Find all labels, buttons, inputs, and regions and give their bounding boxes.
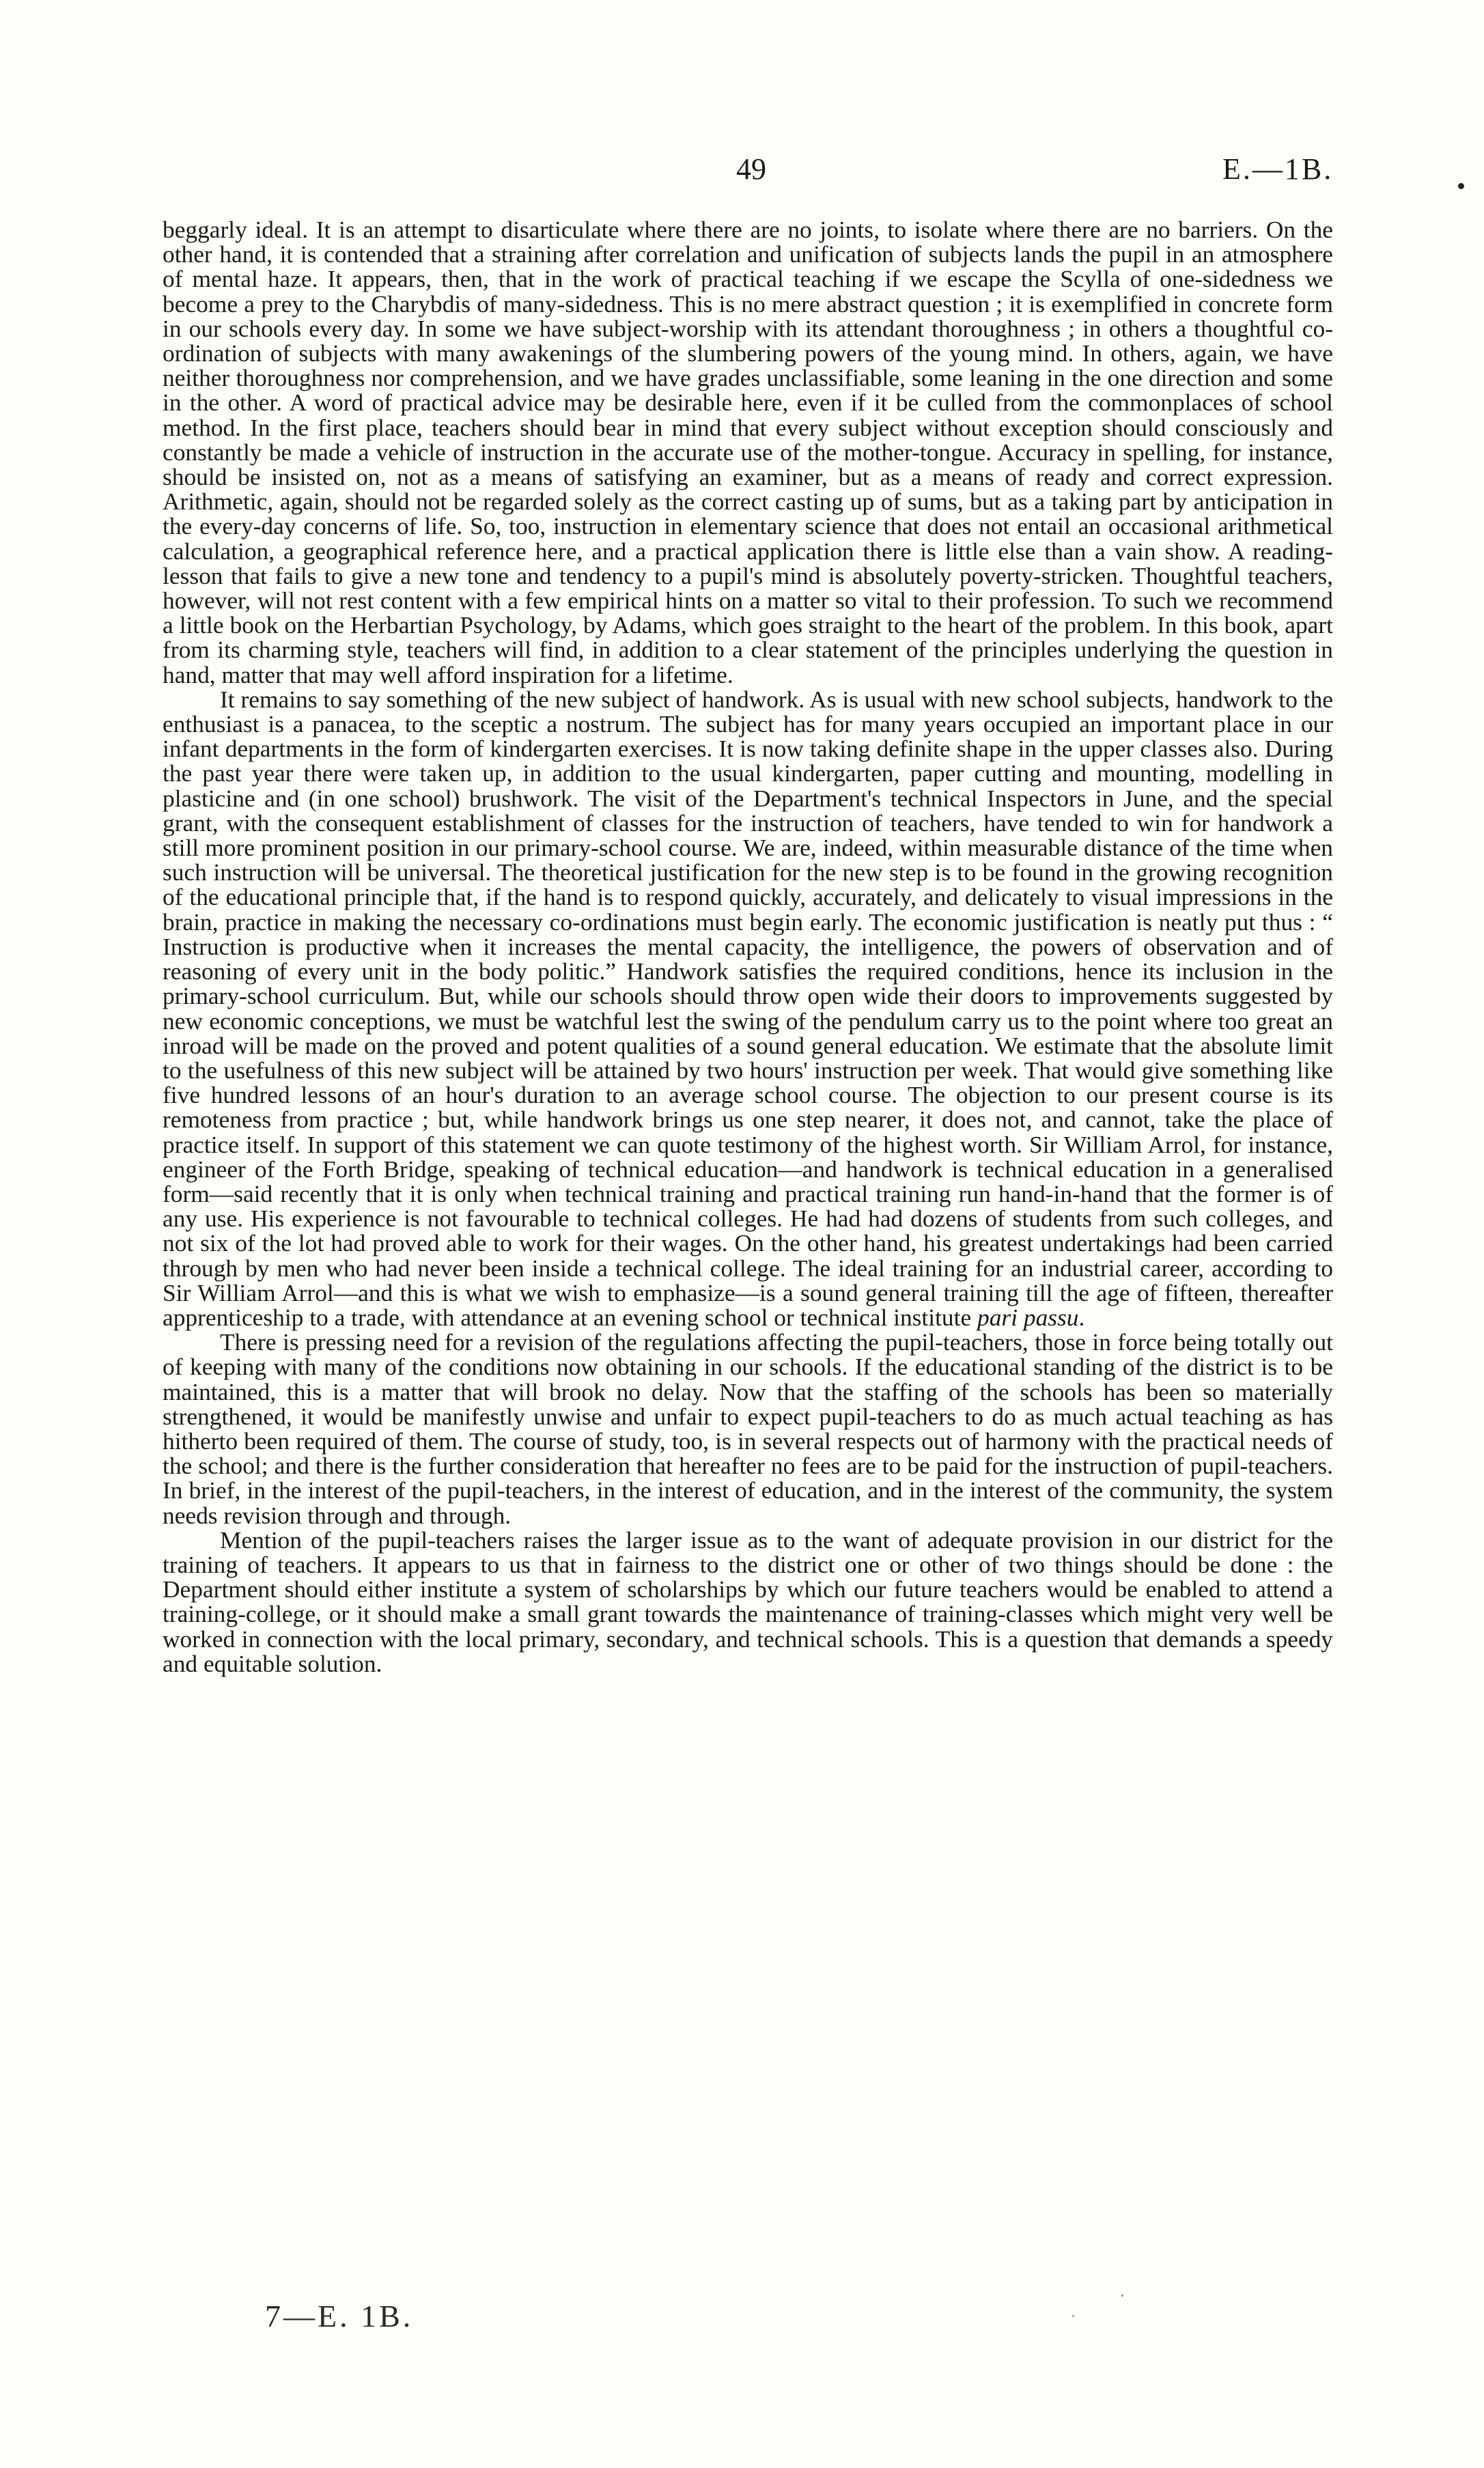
ink-speck [1121,2295,1123,2297]
paragraph-training: Mention of the pupil-teachers raises the larger issue as to the want of adequate provision in our district for the training of teachers. It appears to us that in fairness to the district one or other of two things should be done : the Department should either institute a system of scholarships by which our future teachers would be enabled to attend a training-college, or it should make a small grant towards the maintenance of training-classes which might very well be worked in connection with the local primary, secondary, and technical schools. This is a question that demands a speedy and equitable solution. [163,1526,1333,1677]
page-number: 49 [736,152,766,186]
ink-speck [1072,2315,1074,2317]
paragraph-handwork-text: It remains to say something of the new subject of handwork. As is usual with new school subjects, handwork to the enthusiast is a panacea, to the sceptic a nostrum. The subject has for many years occupied an important place in our infant departments in the form of kindergarten exercises. It is now taking definite shape in the upper classes also. During the past year there were taken up, in addition to the usual kindergarten, paper cutting and mounting, modelling in plasticine and (in one school) brushwork. The visit of the Department's technical Inspectors in June, and the special grant, with the consequent establishment of classes for the instruction of teachers, have tended to win for handwork a still more prominent position in our primary-school course. We are, indeed, within measurable distance of the time when such instruction will be universal. The theoretical justification for the new step is to be found in the growing recognition of the educational principle that, if the hand is to respond quickly, accurately, and delicately to visual impressions in the brain, practice in making the necessary co-ordinations must begin early. The economic justification is neatly put thus : “ Instruction is productive when it increases the mental capacity, the intelligence, the powers of observation and of reasoning of every unit in the body politic.” Handwork satisfies the required conditions, hence its inclusion in the primary-school curriculum. But, while our schools should throw open wide their doors to improvements suggested by new economic conceptions, we must be watchful lest the swing of the pendulum carry us to the point where too great an inroad will be made on the proved and potent qualities of a sound general education. We estimate that the absolute limit to the usefulness of this new subject will be attained by two hours' instruction per week. That would give something like five hundred lessons of an hour's duration to an average school course. The objection to our present course is its remoteness from practice ; but, while handwork brings us one step nearer, it does not, and cannot, take the place of practice itself. In support of this statement we can quote testimony of the highest worth. Sir William Arrol, for instance, engineer of the Forth Bridge, speaking of technical education—and handwork is technical education in a generalised form—said recently that it is only when technical training and practical training run hand-in-hand that the former is of any use. His experience is not favourable to technical colleges. He had had dozens of students from such colleges, and not six of the lot had proved able to work for their wages. On the other hand, his greatest undertakings had been carried through by men who had never been inside a technical college. The ideal training for an industrial career, according to Sir William Arrol—and this is what we wish to emphasize—is a sound general training till the age of fifteen, thereafter apprenticeship to a trade, with attendance at an evening school or technical institute [163,685,1333,1331]
paragraph-continued: beggarly ideal. It is an attempt to disarticulate where there are no joints, to isolate where there are no barriers. On the other hand, it is contended that a straining after correlation and unification of subjects lands the pupil in an atmosphere of mental haze. It appears, then, that in the work of practical teaching if we escape the Scylla of one-sidedness we become a prey to the Charybdis of many-sidedness. This is no mere abstract question ; it is exemplified in concrete form in our schools every day. In some we have subject-worship with its attendant thoroughness ; in others a thoughtful co-ordination of subjects with many awakenings of the slumbering powers of the young mind. In others, again, we have neither thoroughness nor comprehension, and we have grades unclassifiable, some leaning in the one direction and some in the other. A word of practical advice may be desirable here, even if it be culled from the commonplaces of school method. In the first place, teachers should bear in mind that every subject without exception should consciously and constantly be made a vehicle of instruction in the accurate use of the mother-tongue. Accuracy in spelling, for instance, should be insisted on, not as a means of satisfying an examiner, but as a means of ready and correct expression. Arithmetic, again, should not be regarded solely as the correct casting up of sums, but as a taking part by anticipation in the every-day concerns of life. So, too, instruction in elementary science that does not entail an occasional arithmetical calculation, a geographical reference here, and a practical application there is little else than a vain show. A reading-lesson that fails to give a new tone and tendency to a pupil's mind is absolutely poverty-stricken. Thoughtful teachers, however, will not rest content with a few empirical hints on a matter so vital to their profession. To such we recommend a little book on the Herbartian Psychology, by Adams, which goes straight to the heart of the problem. In this book, apart from its charming style, teachers will find, in addition to a clear statement of the principles underlying the question in hand, matter that may well afford inspiration for a lifetime. [163,216,1333,688]
page-signature-mark: 7—E. 1B. [265,2299,414,2333]
ink-speck [1458,183,1464,189]
body-text [163,217,1333,1676]
paragraph-end-punctuation: . [1078,1303,1085,1331]
document-reference: E.—1B. [1222,152,1334,186]
italic-phrase: pari passu [977,1303,1079,1331]
paragraph-pupil-teachers: There is pressing need for a revision of the regulations affecting the pupil-teachers, those in force being totally out of keeping with many of the conditions now obtaining in our schools. If the educational standing of the district is to be maintained, this is a matter that will brook no delay. Now that the staffing of the schools has been so materially strengthened, it would be manifestly unwise and unfair to expect pupil-teachers to do as much actual teaching as has hitherto been required of them. The course of study, too, is in several respects out of harmony with the practical needs of the school; and there is the further consideration that hereafter no fees are to be paid for the instruction of pupil-teachers. In brief, in the interest of the pupil-teachers, in the interest of education, and in the interest of the community, the system needs revision through and through. [163,1328,1333,1529]
paragraph-handwork [163,687,1333,1330]
